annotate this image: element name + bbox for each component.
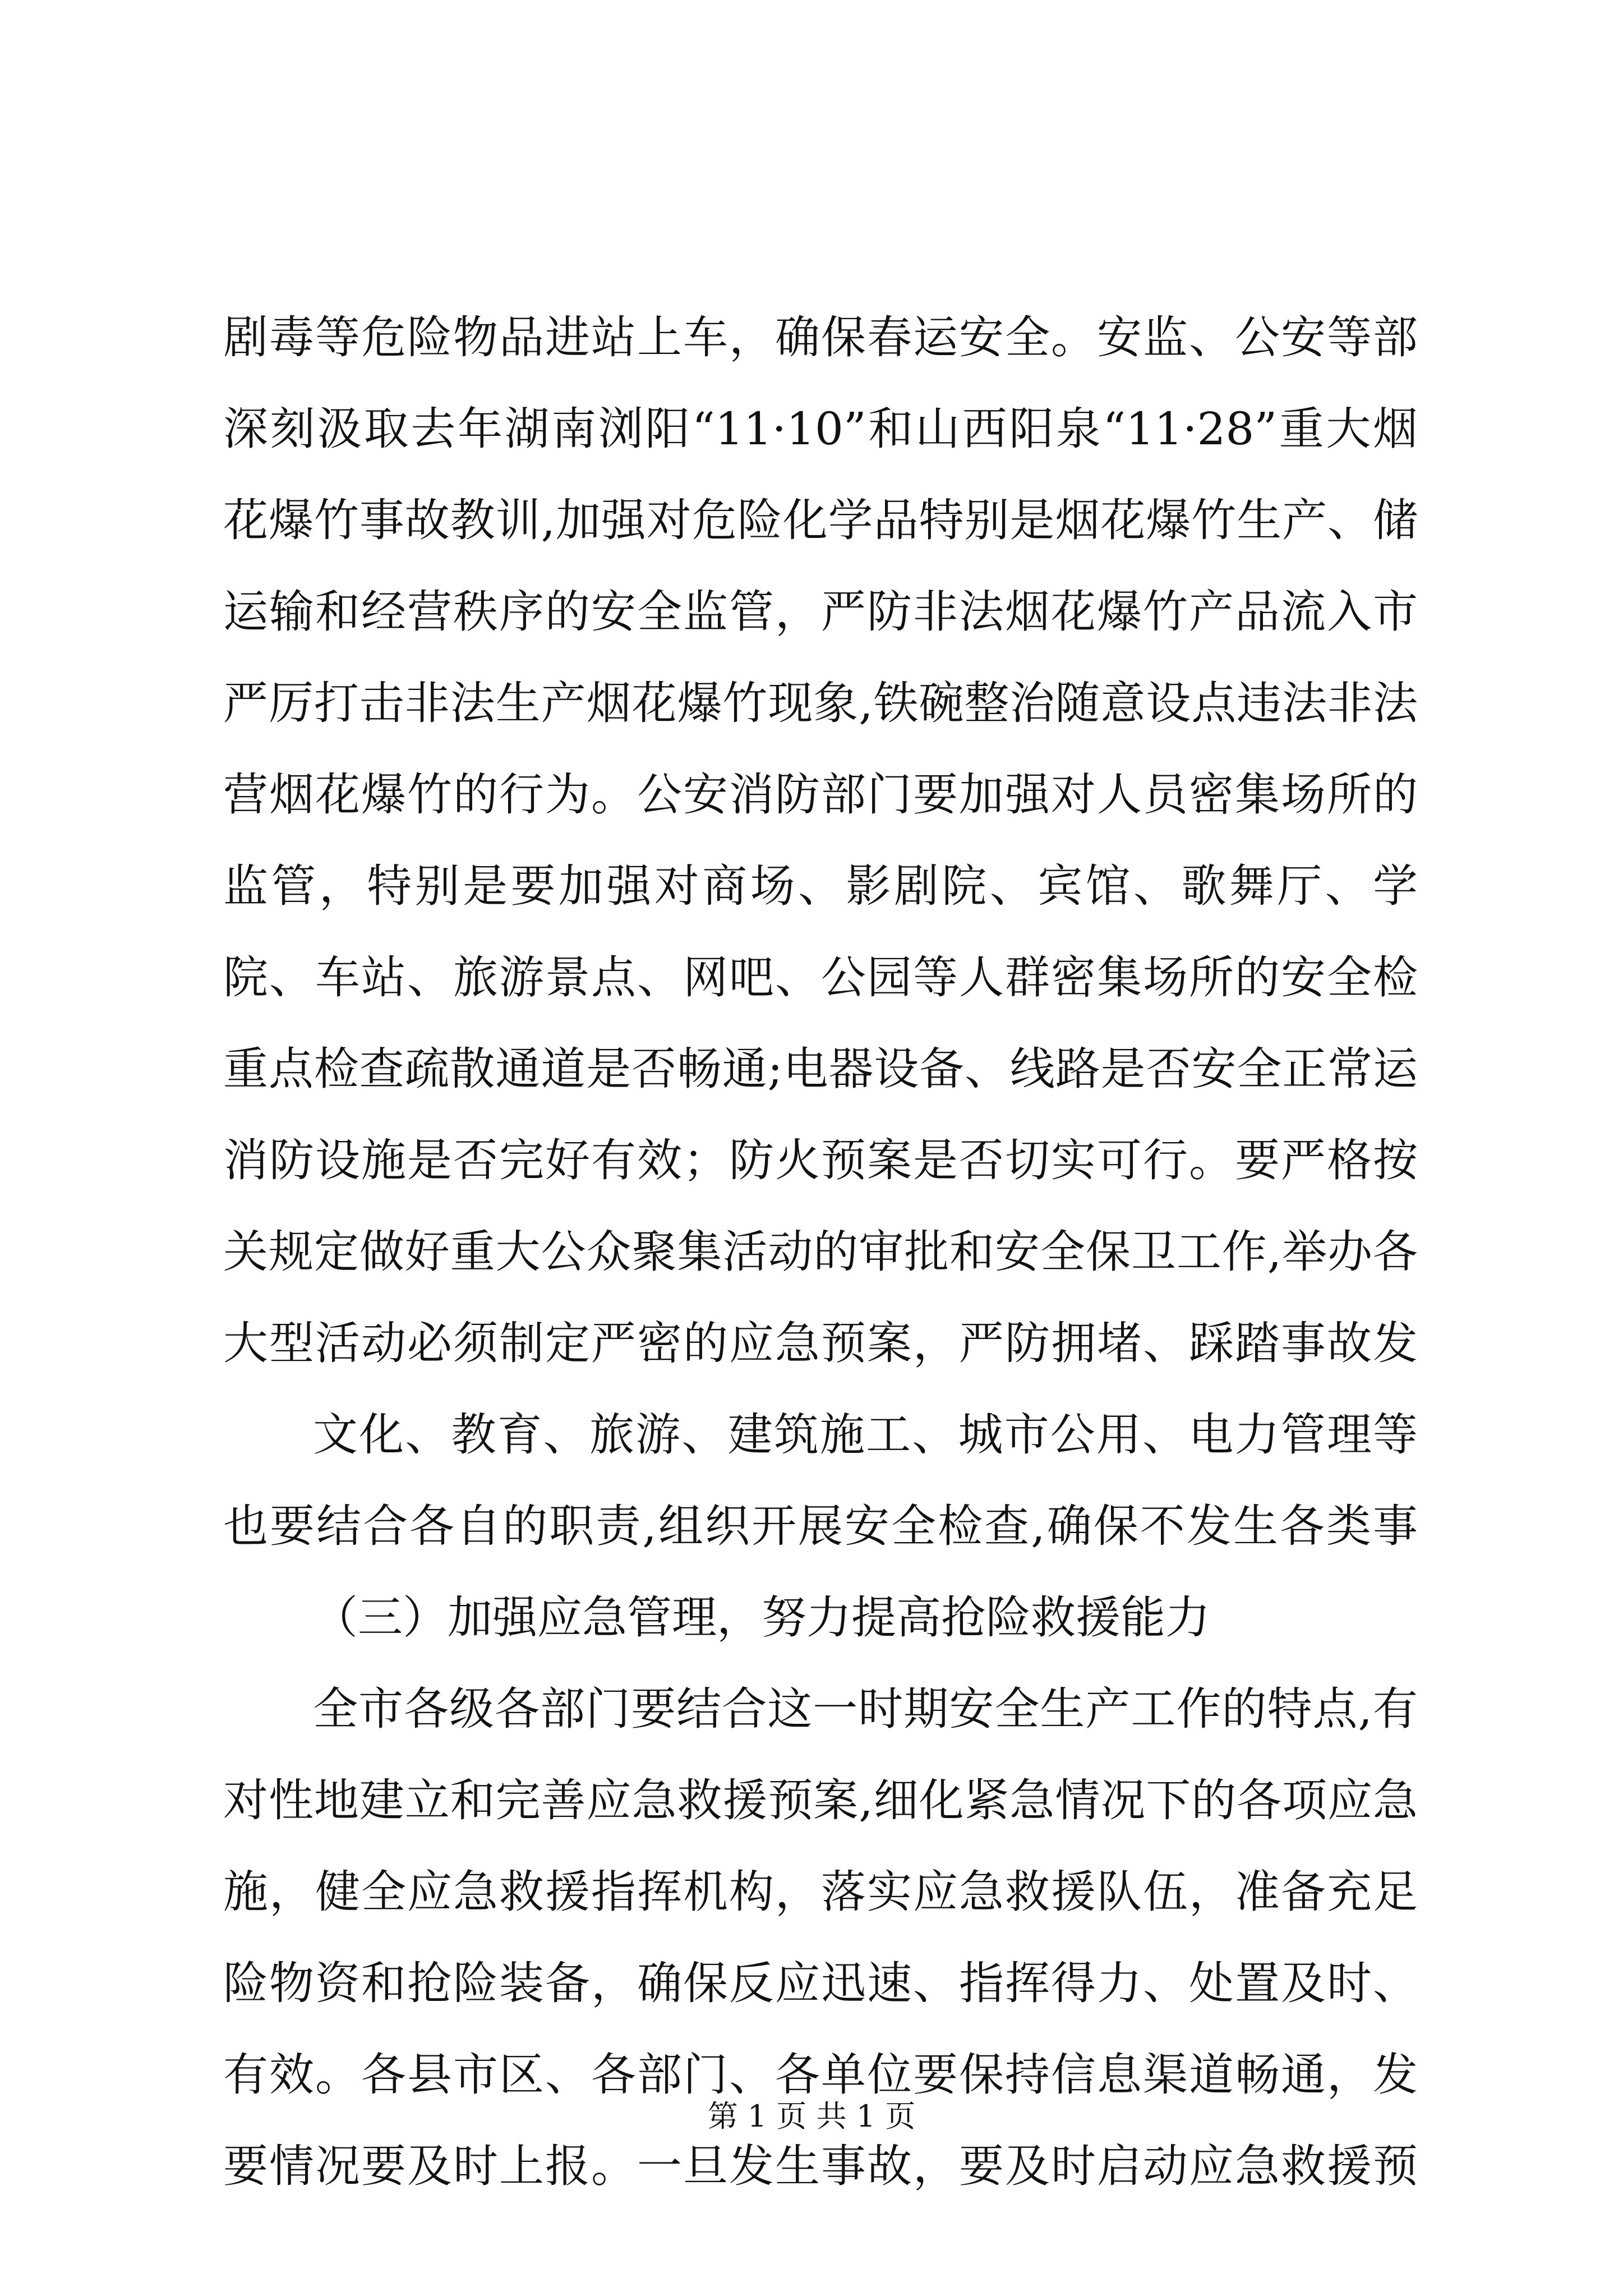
text-line: 花爆竹事故教训,加强对危险化学品特别是烟花爆竹生产、储	[223, 494, 1418, 546]
document-body	[223, 292, 1418, 2212]
text-line: 院、车站、旅游景点、网吧、公园等人群密集场所的安全检	[223, 951, 1418, 1004]
page-footer	[0, 2097, 1623, 2136]
text-line: 消防设施是否完好有效；防火预案是否切实可行。要严格按	[223, 1134, 1418, 1186]
text-line: 对性地建立和完善应急救援预案,细化紧急情况下的各项应急	[223, 1774, 1418, 1826]
text-line: 有效。各县市区、各部门、各单位要保持信息渠道畅通，发	[223, 2049, 1418, 2101]
text-line: 要情况要及时上报。一旦发生事故，要及时启动应急救援预	[223, 2140, 1418, 2192]
text-line: 重点检查疏散通道是否畅通;电器设备、线路是否安全正常运	[223, 1043, 1418, 1095]
page-number: 第 1 页 共 1 页	[707, 2099, 916, 2134]
text-line: 险物资和抢险装备，确保反应迅速、指挥得力、处置及时、	[223, 1957, 1418, 2009]
text-line: 严厉打击非法生产烟花爆竹现象,铁碗整治随意设点违法非法	[223, 677, 1418, 729]
paragraph-start-line: 全市各级各部门要结合这一时期安全生产工作的特点,有	[313, 1683, 1418, 1735]
section-heading: （三）加强应急管理，努力提高抢险救援能力	[313, 1591, 1210, 1644]
text-line: 监管，特别是要加强对商场、影剧院、宾馆、歌舞厅、学	[223, 860, 1418, 912]
paragraph-start-line: 文化、教育、旅游、建筑施工、城市公用、电力管理等	[313, 1409, 1418, 1461]
text-line: 施，健全应急救援指挥机构，落实应急救援队伍，准备充足	[223, 1866, 1418, 1918]
text-line: 运输和经营秩序的安全监管，严防非法烟花爆竹产品流入市	[223, 586, 1418, 638]
text-line: 大型活动必须制定严密的应急预案，严防拥堵、踩踏事故发	[223, 1317, 1418, 1369]
text-line: 营烟花爆竹的行为。公安消防部门要加强对人员密集场所的	[223, 769, 1418, 821]
text-line: 也要结合各自的职责,组织开展安全检查,确保不发生各类事	[223, 1500, 1418, 1552]
text-line: 深刻汲取去年湖南浏阳“11·10”和山西阳泉“11·28”重大烟	[223, 403, 1418, 455]
text-line: 关规定做好重大公众聚集活动的审批和安全保卫工作,举办各	[223, 1226, 1418, 1278]
text-line: 剧毒等危险物品进站上车，确保春运安全。安监、公安等部	[223, 311, 1418, 364]
